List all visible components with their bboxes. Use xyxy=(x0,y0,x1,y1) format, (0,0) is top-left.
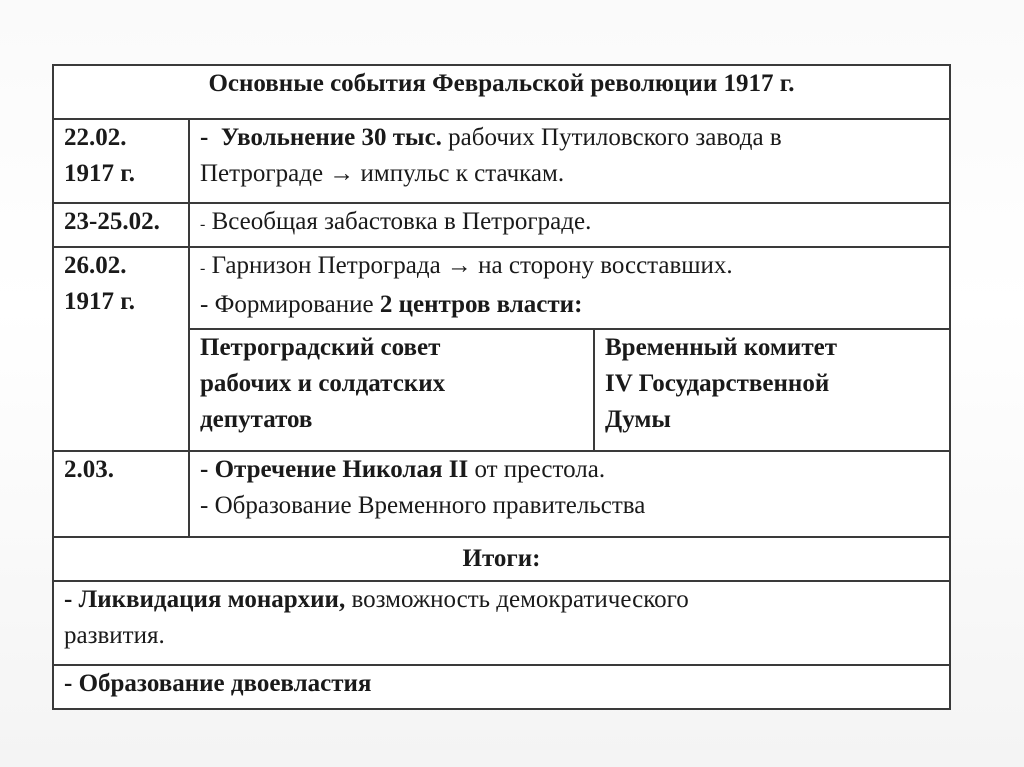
event-cell xyxy=(189,119,950,203)
event-bold-text: Увольнение 30 тыс. xyxy=(220,124,442,151)
event-text-line2: Петрограде → импульс к стачкам. xyxy=(200,160,565,187)
table-row xyxy=(53,203,950,247)
event-cell xyxy=(189,203,950,247)
event-text: от престола. xyxy=(468,456,606,483)
event-text-line2: - Образование Временного правительства xyxy=(200,492,646,519)
table-row xyxy=(53,247,950,329)
event-text: Всеобщая забастовка в Петрограде. xyxy=(205,208,592,235)
result-bold-text: - Ликвидация монархии, xyxy=(64,586,346,613)
event-bold-text: 2 центров власти: xyxy=(379,291,583,318)
date-text: 23-25.02. xyxy=(64,208,160,235)
year-text: 1917 г. xyxy=(64,288,136,315)
result-text: возможность демократического xyxy=(345,586,689,613)
result-text-line2: развития. xyxy=(64,622,165,649)
power-center-text: IV Государственной xyxy=(605,370,830,397)
results-row xyxy=(53,581,950,665)
dash-marker: - xyxy=(200,216,206,233)
table-title: Основные события Февральской революции 1917 г. xyxy=(53,65,950,119)
provisional-committee-cell xyxy=(594,329,950,451)
date-text: 2.03. xyxy=(64,456,114,483)
event-text: рабочих Путиловского завода в xyxy=(441,124,782,151)
power-center-text: Временный комитет xyxy=(605,334,837,361)
dash-marker: - xyxy=(200,260,206,277)
year-text: 1917 г. xyxy=(64,160,136,187)
result-cell: - Образование двоевластия xyxy=(53,665,950,709)
results-row xyxy=(53,665,950,709)
table-row xyxy=(53,119,950,203)
events-table xyxy=(52,64,951,710)
table-row xyxy=(53,451,950,537)
result-cell xyxy=(53,581,950,665)
date-text: 22.02. xyxy=(64,124,127,151)
event-text-prefix: - Формирование xyxy=(200,291,380,318)
date-text: 26.02. xyxy=(64,252,127,279)
event-cell xyxy=(189,247,950,329)
date-cell xyxy=(53,203,189,247)
event-bold-text: - Отречение Николая II xyxy=(200,456,469,483)
date-cell xyxy=(53,247,189,451)
table-title-row xyxy=(53,65,950,119)
event-text: Гарнизон Петрограда → на сторону восставших. xyxy=(205,252,733,279)
date-cell xyxy=(53,119,189,203)
event-cell xyxy=(189,451,950,537)
power-center-text: Думы xyxy=(605,406,671,433)
power-center-text: Петроградский совет xyxy=(200,334,441,361)
results-heading: Итоги: xyxy=(53,537,950,581)
date-cell xyxy=(53,451,189,537)
power-center-text: рабочих и солдатских xyxy=(200,370,446,397)
results-heading-row xyxy=(53,537,950,581)
petrograd-soviet-cell xyxy=(189,329,594,451)
dash-marker: - xyxy=(200,124,209,151)
power-center-text: депутатов xyxy=(200,406,313,433)
